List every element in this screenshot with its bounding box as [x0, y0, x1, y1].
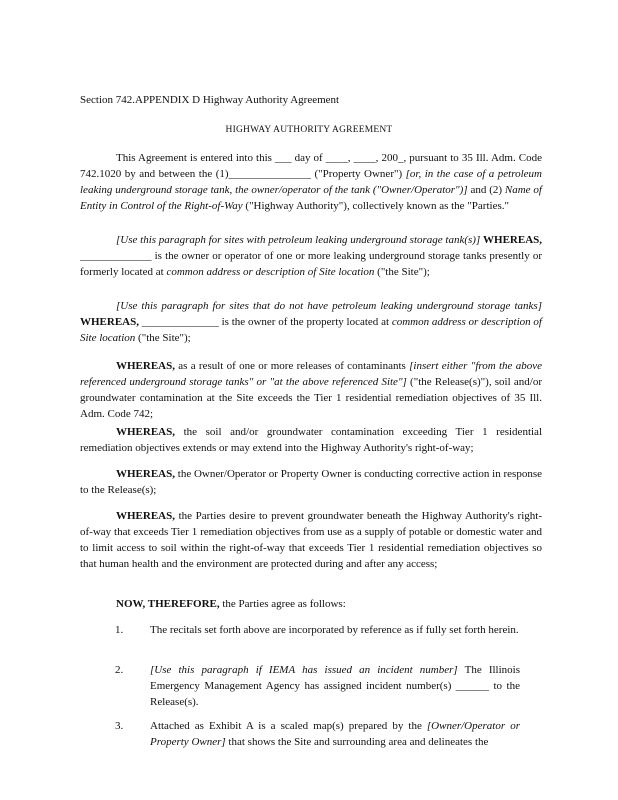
- section-title: Section 742.APPENDIX D Highway Authority Agreement: [80, 94, 340, 106]
- item-text: The recitals set forth above are incorporated by reference as if fully set forth herein.: [150, 624, 519, 636]
- whereas-release-paragraph: WHEREAS, as a result of one or more releases of contaminants [insert either "from the above referenced underground storage tanks" or "at the above referenced Site"] ("the Release(s)"), soil and/or groundwater contamination at the Site exceeds the Tier 1 residential remediation objectives of 35 Ill. Adm. Code 742;: [80, 360, 542, 420]
- intro-paragraph: This Agreement is entered into this ___ day of ____, ____, 200_, pursuant to 35 Ill. Adm. Code 742.1020 by and between the (1)_______________ ("Property Owner") [or, in the case of a petroleum leaking underground storage tank, the owner/operator of the tank ("Owner/Operator")] and (2) Name of Entity in Control of the Right-of-Way ("Highway Authority"), collectively known as the "Parties.": [80, 152, 542, 212]
- item-number: 3.: [115, 720, 124, 732]
- whereas-no-tanks-paragraph: [Use this paragraph for sites that do not have petroleum leaking underground storage tanks] WHEREAS, ______________ is the owner of the property located at common address or description of Site location ("the Site");: [80, 300, 542, 344]
- item-text: Attached as Exhibit A is a scaled map(s) prepared by the [Owner/Operator or Property Owner] that shows the Site and surrounding area and delineates the: [150, 720, 520, 748]
- item-number: 1.: [115, 624, 124, 636]
- whereas-tanks-paragraph: [Use this paragraph for sites with petroleum leaking underground storage tank(s)] WHEREAS, _____________ is the owner or operator of one or more leaking underground storage tanks presently or formerly located at common address or description of Site location ("the Site");: [80, 234, 543, 278]
- item-text: [Use this paragraph if IEMA has issued an incident number] The Illinois Emergency Management Agency has assigned incident number(s) ______ to the Release(s).: [150, 664, 520, 708]
- now-therefore-paragraph: NOW, THEREFORE, the Parties agree as follows:: [116, 598, 346, 610]
- whereas-soil-paragraph: WHEREAS, the soil and/or groundwater contamination exceeding Tier 1 residential remediation objectives extends or may extend into the Highway Authority's right-of-way;: [80, 426, 542, 454]
- document-title: HIGHWAY AUTHORITY AGREEMENT: [225, 125, 393, 135]
- item-number: 2.: [115, 664, 124, 676]
- whereas-corrective-paragraph: WHEREAS, the Owner/Operator or Property Owner is conducting corrective action in response to the Release(s);: [80, 468, 542, 496]
- whereas-prevent-paragraph: WHEREAS, the Parties desire to prevent groundwater beneath the Highway Authority's right-of-way that exceeds Tier 1 remediation objectives from use as a supply of potable or domestic water and to limit access to soil within the right-of-way that exceeds Tier 1 residential remediation objectives so that human health and the environment are protected during and after any access;: [80, 510, 542, 570]
